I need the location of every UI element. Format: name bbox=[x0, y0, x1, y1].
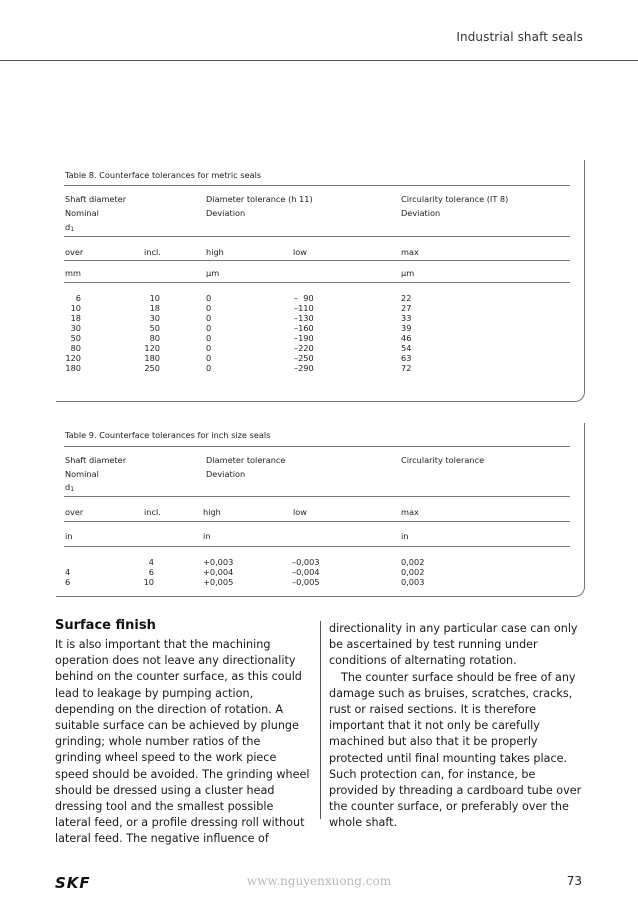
table-caption: Table 8. Counterface tolerances for metric seals bbox=[65, 170, 262, 180]
unit-label: mm bbox=[65, 268, 81, 278]
sub-header: low bbox=[293, 507, 307, 517]
table-rule bbox=[64, 446, 570, 447]
sub-header: low bbox=[293, 247, 307, 257]
sub-header: over bbox=[65, 507, 84, 517]
skf-logo: SKF bbox=[55, 874, 91, 892]
sub-header: high bbox=[206, 247, 224, 257]
col-header: Diameter tolerance bbox=[206, 455, 286, 465]
table-rule bbox=[64, 496, 570, 497]
table-caption: Table 9. Counterface tolerances for inch size seals bbox=[65, 430, 271, 440]
incl-values: 10 18 30 50 80 120 180 250 bbox=[144, 293, 160, 373]
column-divider bbox=[320, 621, 321, 819]
section-title: Surface finish bbox=[55, 618, 156, 633]
right-column bbox=[329, 621, 587, 832]
col-header: Deviation bbox=[401, 208, 441, 218]
incl-values: 4 6 10 bbox=[143, 557, 154, 587]
sub-header: over bbox=[65, 247, 84, 257]
table-rule bbox=[64, 185, 570, 186]
col-header: Shaft diameter bbox=[65, 455, 127, 465]
paragraph: directionality in any particular case can only be ascertained by test running under conditions of alternating rotation. bbox=[329, 622, 578, 668]
left-column bbox=[55, 637, 310, 848]
col-header: Circularity tolerance (IT 8) bbox=[401, 194, 509, 204]
unit-label: in bbox=[401, 531, 409, 541]
unit-label: µm bbox=[401, 268, 415, 278]
high-values: 0 0 0 0 0 0 0 0 bbox=[206, 293, 212, 373]
table-9 bbox=[56, 423, 585, 597]
col-header: Nominal bbox=[65, 208, 99, 218]
col-header: Diameter tolerance (h 11) bbox=[206, 194, 313, 204]
max-values: 0,002 0,002 0,003 bbox=[401, 557, 425, 587]
max-values: 22 27 33 39 46 54 63 72 bbox=[401, 293, 412, 373]
watermark: www.nguyenxuong.com bbox=[246, 874, 392, 888]
col-header: Nominal bbox=[65, 469, 99, 479]
unit-label: in bbox=[203, 531, 211, 541]
col-header: Deviation bbox=[206, 208, 246, 218]
sub-header: max bbox=[401, 507, 419, 517]
table-rule bbox=[64, 282, 570, 283]
unit-label: in bbox=[65, 531, 73, 541]
low-values: –0,003 –0,004 –0,005 bbox=[292, 557, 320, 587]
sub-header: incl. bbox=[144, 507, 161, 517]
table-rule bbox=[64, 260, 570, 261]
col-header: Deviation bbox=[206, 469, 246, 479]
table-rule bbox=[64, 236, 570, 237]
table-rule bbox=[64, 521, 570, 522]
col-header: Circularity tolerance bbox=[401, 455, 485, 465]
table-8 bbox=[56, 160, 585, 402]
unit-label: µm bbox=[206, 268, 220, 278]
over-values: 4 6 bbox=[65, 567, 71, 587]
col-header: Shaft diameter bbox=[65, 194, 127, 204]
page-number: 73 bbox=[566, 874, 582, 888]
header-rule bbox=[0, 60, 638, 61]
paragraph: The counter surface should be free of any damage such as bruises, scratches, cracks, rust or raised sections. It is therefore important that it not only be carefully machined but also that it be properly protected until final mounting takes place. Such protection can, for instance, be provided by threading a cardboard tube over the counter surface, or preferably over the whole shaft. bbox=[329, 670, 582, 830]
col-header: $d_1$ bbox=[65, 222, 75, 233]
paragraph: It is also important that the machining operation does not leave any directionality behind on the counter surface, as this could lead to leakage by pumping action, depending on the direction of rotation. A suitable surface can be achieved by plunge grinding; whole number ratios of the grinding wheel speed to the work piece speed should be avoided. The grinding wheel should be dressed using a cluster head dressing tool and the smallest possible lateral feed, or a profile dressing roll without lateral feed. The negative influence of bbox=[55, 638, 310, 846]
sub-header: max bbox=[401, 247, 419, 257]
sub-header: incl. bbox=[144, 247, 161, 257]
high-values: +0,003 +0,004 +0,005 bbox=[203, 557, 234, 587]
header-title: Industrial shaft seals bbox=[456, 30, 583, 44]
sub-header: high bbox=[203, 507, 221, 517]
col-header: $d_1$ bbox=[65, 482, 75, 493]
over-values: 6 10 18 30 50 80 120 180 bbox=[65, 293, 81, 373]
table-rule bbox=[64, 546, 570, 547]
low-values: – 90 –110 –130 –160 –190 –220 –250 –290 bbox=[294, 293, 314, 373]
